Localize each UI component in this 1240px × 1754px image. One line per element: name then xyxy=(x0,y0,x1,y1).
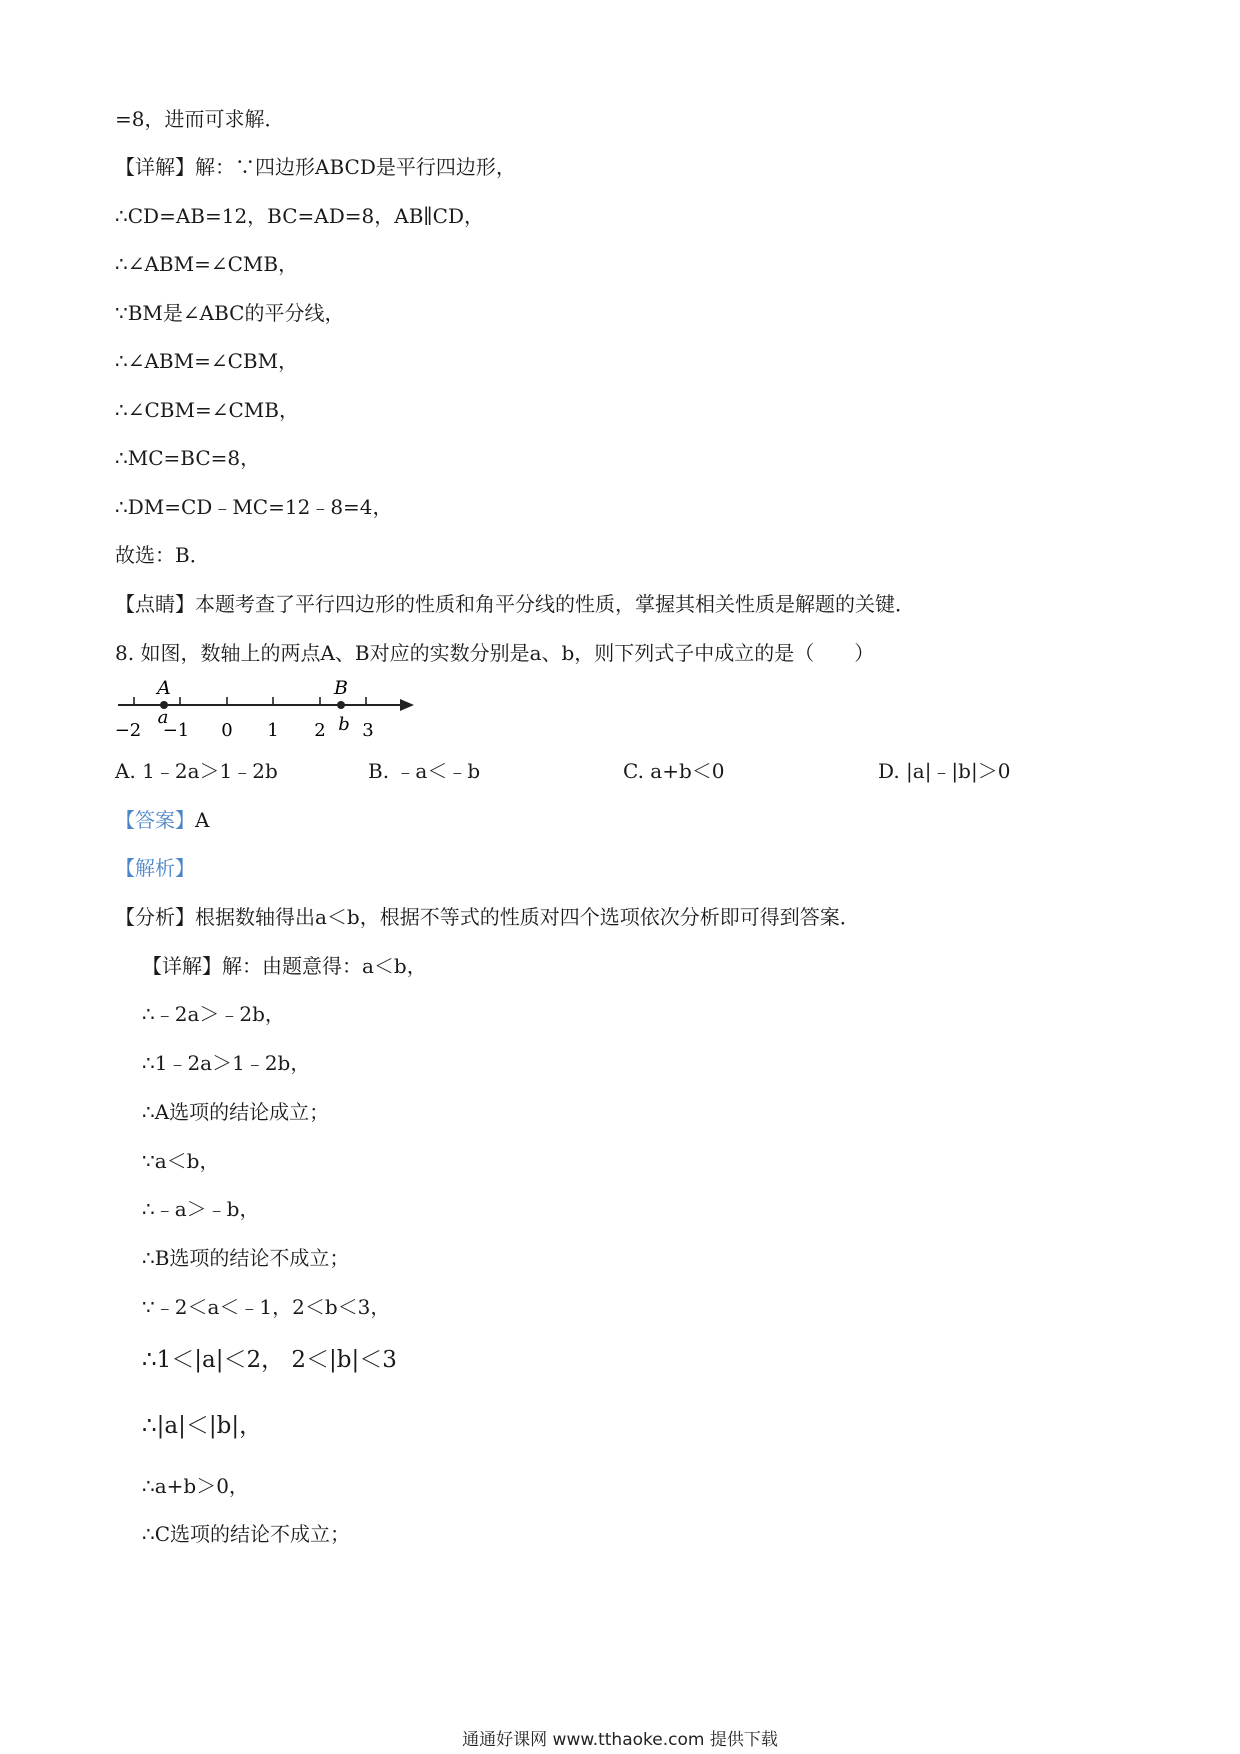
text-line: ∴∠ABM=∠CMB， xyxy=(115,252,299,276)
text-line: ∴DM=CD﹣MC=12﹣8=4， xyxy=(115,495,393,519)
option-c: C. a+b＜0 xyxy=(623,759,725,783)
text-line: ∴∠ABM=∠CBM， xyxy=(115,349,299,373)
text-line: ∴B选项的结论不成立； xyxy=(142,1246,350,1270)
point-a-label: A xyxy=(157,677,171,699)
footer-source: 通通好课网 www.tthaoke.com 提供下载 xyxy=(462,1730,778,1750)
answer-tag: 【答案】 xyxy=(115,808,195,832)
answer-line xyxy=(115,806,209,834)
tick-label: 3 xyxy=(362,720,374,741)
detail-heading-line: 【详解】解：由题意得：a＜b， xyxy=(142,954,427,978)
analysis-tag: 【解析】 xyxy=(115,856,195,880)
tick-label: 1 xyxy=(267,720,279,741)
text-line: ∴﹣a＞﹣b， xyxy=(142,1197,260,1221)
tick-label: 2 xyxy=(314,720,326,741)
tick-label: −1 xyxy=(162,720,190,741)
option-a: A. 1﹣2a＞1﹣2b xyxy=(115,759,278,783)
option-d: D. |a|﹣|b|＞0 xyxy=(878,759,1011,783)
option-b: B. ﹣a＜﹣b xyxy=(368,759,481,783)
text-line: ∵BM是∠ABC的平分线， xyxy=(115,301,345,325)
number-line-figure xyxy=(110,675,420,745)
point-a-value: a xyxy=(157,707,169,728)
text-line: ∵a＜b， xyxy=(142,1149,220,1173)
text-line: ∴a+b＞0， xyxy=(142,1474,249,1498)
question-8: 8. 如图，数轴上的两点A、B对应的实数分别是a、b，则下列式子中成立的是（ ） xyxy=(115,641,875,665)
text-line: ∴CD=AB=12，BC=AD=8，AB∥CD， xyxy=(115,204,484,228)
point-b-label: B xyxy=(334,677,348,699)
comment-line: 【点睛】本题考查了平行四边形的性质和角平分线的性质，掌握其相关性质是解题的关键． xyxy=(115,592,915,616)
tick-label: 0 xyxy=(221,720,233,741)
text-line: =8，进而可求解． xyxy=(115,107,285,131)
detail-heading-line: 【详解】解：∵四边形ABCD是平行四边形， xyxy=(115,155,516,179)
text-line: ∴1﹣2a＞1﹣2b， xyxy=(142,1051,311,1075)
tick-label: −2 xyxy=(114,720,142,741)
text-line: ∵﹣2＜a＜﹣1，2＜b＜3， xyxy=(142,1295,391,1319)
text-line: ∴∠CBM=∠CMB， xyxy=(115,398,299,422)
text-line: ∴C选项的结论不成立； xyxy=(142,1522,351,1546)
text-line: ∴|a|＜|b|， xyxy=(142,1413,263,1439)
text-line: ∴﹣2a＞﹣2b， xyxy=(142,1002,285,1026)
text-line: ∴MC=BC=8， xyxy=(115,446,261,470)
point-b-dot xyxy=(337,701,345,709)
answer-value: A xyxy=(195,808,210,832)
text-line: ∴1＜|a|＜2， 2＜|b|＜3 xyxy=(142,1347,397,1373)
axis-arrow-icon xyxy=(400,699,414,711)
text-line: ∴A选项的结论成立； xyxy=(142,1100,330,1124)
point-b-value: b xyxy=(338,714,350,735)
analysis-line: 【分析】根据数轴得出a＜b，根据不等式的性质对四个选项依次分析即可得到答案． xyxy=(115,905,860,929)
choice-line: 故选：B． xyxy=(115,543,210,567)
